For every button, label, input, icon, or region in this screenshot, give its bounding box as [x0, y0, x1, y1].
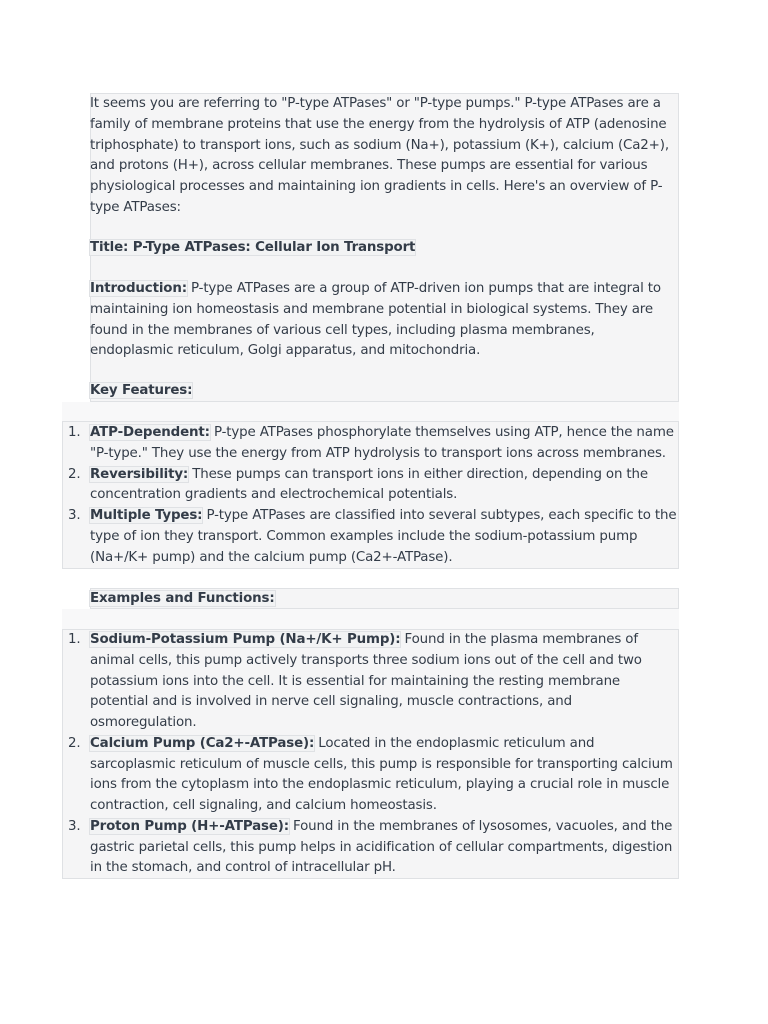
key-features-heading — [90, 381, 680, 402]
list-item-number: 3. — [68, 508, 81, 523]
list-item — [62, 630, 680, 734]
document-title — [90, 238, 680, 259]
list-item-label: Multiple Types: — [90, 508, 203, 523]
list-item-number: 1. — [68, 632, 81, 647]
list-item-label: Reversibility: — [90, 466, 189, 482]
list-item-number: 1. — [68, 425, 81, 440]
document-title-text: Title: P-Type ATPases: Cellular Ion Transport — [90, 240, 416, 255]
list-item-label: Calcium Pump (Ca2+-ATPase): — [90, 735, 315, 751]
list-item-text: Found in the plasma membranes of animal cells, this pump actively transports three sodium ions out of the cell and two potassium ions into the cell. It is essential for maintaining the resting membrane potential and is involved in nerve cell signaling, muscle contractions, and osmoregulation. — [90, 632, 642, 730]
list-item — [62, 817, 680, 879]
list-item-label: Sodium-Potassium Pump (Na+/K+ Pump): — [90, 632, 401, 647]
list-item-label: ATP-Dependent: — [90, 425, 210, 440]
list-item-text: P-type ATPases are classified into several subtypes, each specific to the type of ion they transport. Common examples include the sodium-potassium pump (Na+/K+ pump) and the calcium pump (Ca2+-ATPase). — [90, 508, 677, 565]
intro-paragraph-text: It seems you are referring to "P-type ATPases" or "P-type pumps." P-type ATPases are a family of membrane proteins that use the energy from the hydrolysis of ATP (adenosine triphosphate) to transport ions, such as sodium (Na+), potassium (K+), calcium (Ca2+), and protons (H+), across cellular membranes. These pumps are essential for various physiological processes and maintaining ion gradients in cells. Here's an overview of P-type ATPases: — [90, 96, 669, 215]
key-features-gap-strip — [62, 402, 679, 421]
examples-list — [62, 630, 680, 879]
key-features-heading-text: Key Features: — [90, 383, 193, 398]
key-features-list — [62, 423, 680, 568]
examples-heading-text: Examples and Functions: — [90, 591, 275, 606]
examples-gap-strip — [62, 609, 679, 629]
list-item — [62, 734, 680, 817]
list-item-text: Located in the endoplasmic reticulum and sarcoplasmic reticulum of muscle cells, this pump is responsible for transporting calcium ions from the cytoplasm into the endoplasmic reticulum, playing a crucial role in muscle contraction, cell signaling, and calcium homeostasis. — [90, 735, 673, 813]
examples-heading — [90, 589, 680, 610]
list-item-number: 2. — [68, 735, 81, 751]
list-item — [62, 465, 680, 507]
intro-paragraph — [90, 94, 680, 219]
list-item — [62, 506, 680, 568]
introduction-paragraph — [90, 279, 680, 362]
list-item — [62, 423, 680, 465]
list-item-number: 3. — [68, 818, 81, 834]
introduction-label: Introduction: — [90, 281, 187, 296]
introduction-text: P-type ATPases are a group of ATP-driven ion pumps that are integral to maintaining ion homeostasis and membrane potential in biological systems. They are found in the membranes of various cell types, including plasma membranes, endoplasmic reticulum, Golgi apparatus, and mitochondria. — [90, 281, 661, 359]
list-item-text: Found in the membranes of lysosomes, vacuoles, and the gastric parietal cells, this pump helps in acidification of cellular compartments, digestion in the stomach, and control of intracellular pH. — [90, 818, 673, 876]
list-item-number: 2. — [68, 466, 81, 482]
list-item-label: Proton Pump (H+-ATPase): — [90, 818, 289, 834]
list-item-text: These pumps can transport ions in either direction, depending on the concentration gradients and electrochemical potentials. — [90, 466, 648, 503]
list-item-text: P-type ATPases phosphorylate themselves using ATP, hence the name "P-type." They use the energy from ATP hydrolysis to transport ions across membranes. — [90, 425, 674, 461]
